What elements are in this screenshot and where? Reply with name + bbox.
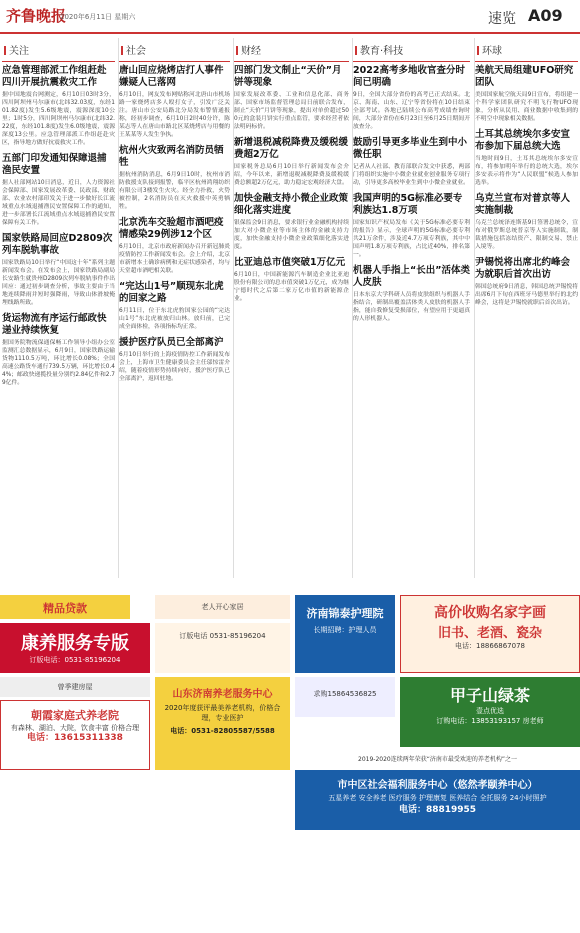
article-body: 6月10日举行的上海疫情防控工作新闻发布会上，上海市卫生健康委员会主任邬惊雷介绍，随着疫情形势持续向好，援沪医疗队已全部离沪，返回驻地。: [119, 352, 230, 382]
column-4: [474, 38, 578, 578]
ad-home: 老人开心家居: [155, 595, 290, 619]
article-title: 杭州火灾致两名消防员牺牲: [119, 145, 224, 168]
article-title: 货运物流有序运行邮政快递业持续恢复: [2, 313, 107, 336]
article-title: 比亚迪总市值突破1万亿元: [234, 257, 346, 268]
section-title: 环球: [482, 46, 502, 57]
ads-area: [0, 595, 580, 933]
section-title: 社会: [126, 46, 146, 57]
article: [119, 145, 230, 211]
section-header: [353, 38, 470, 62]
section-bar: [236, 46, 238, 55]
page-header: [0, 0, 580, 34]
ad-welfare-center: 市中区社会福利服务中心（悠然孝颐养中心） 五星养老 安全养老 医疗服务 护理康复 医养结合 全托服务 24小时照护 电话：88819955: [295, 770, 580, 830]
section-header: [2, 38, 115, 62]
article-body: 9日，全国大部分省份的高考已正式结束。北京、海南、山东、辽宁等省份将在10日结束全部考试。各地已陆续公布高考成绩查询时间，大部分省份在6月23日至6月25日期间开放查分。: [353, 92, 470, 130]
article: [475, 129, 578, 187]
section-header: [234, 38, 349, 62]
article-title: “完达山1号”顺现东北虎的回家之路: [119, 281, 224, 304]
article-body: 国家铁路局10日举行“中国这十年”系列主题新闻发布会。在发布会上，国家铁路局副局长安路生就贵州D2809次列车脱轨事件作出回应：通过初步调查分析，事故主要由于当地连续降雨并短时强降雨，导致山体滑坡掩埋线路所致。: [2, 260, 115, 306]
column-3: [352, 38, 470, 578]
section-name: 速览: [488, 11, 516, 27]
ad-classifieds: 订版电话 0531-85196204: [155, 623, 290, 673]
ad-nursing-home: 朝霞家庭式养老院 有森林、湖泊、大院，饮食丰富 价格合理 电话：13615311338: [0, 700, 150, 770]
section-title: 关注: [9, 46, 29, 57]
article: [353, 65, 470, 131]
newspaper-logo: 齐鲁晚报: [6, 7, 67, 25]
article: [2, 313, 115, 387]
article-title: 新增退税减税降费及缓税缓费超2万亿: [234, 137, 349, 160]
article-body: 记者从人社部、教育部联合发文中获悉，两部门将组织实施中小微企业就业创业服务专项行动，引导更多高校毕业生到中小微企业就业。: [353, 164, 470, 186]
article-title: 加快金融支持小微企业政策细化落实进度: [234, 193, 349, 216]
ad-calligraphy: 高价收购名家字画 旧书、老酒、瓷杂 电话：18866867078: [400, 595, 580, 673]
issue-date: 2020年6月11日 星期六: [60, 13, 136, 21]
article-title: 乌克兰宣布对普京等人实施制裁: [475, 193, 571, 216]
article-title: 我国声明的5G标准必要专利族达1.8万项: [353, 193, 463, 216]
article-title: 尹锡悦将出席北约峰会为就职后首次出访: [475, 257, 571, 280]
article-title: 五部门印发通知保障退捕渔民安置: [2, 153, 107, 176]
article: [353, 137, 470, 187]
article-title: 2022高考多地收官查分时间已明确: [353, 65, 465, 88]
article-title: 四部门发文制止“天价”月饼等现象: [234, 65, 342, 88]
article: [119, 281, 230, 331]
article: [234, 257, 349, 303]
article-body: 据杭州消防消息，6月9日10时，杭州市消防救援支队接到报警，临平区杭州鸿翔纺织有限公司3楼发生火灾。经全力扑救，火势被控制，2名消防员在灭火救援中英勇牺牲。: [119, 172, 230, 210]
article-title: 土耳其总统埃尔多安宣布参加下届总统大选: [475, 129, 571, 152]
section-title: 教育·科技: [360, 46, 404, 57]
article: [234, 193, 349, 251]
ad-loan: 精品贷款: [0, 595, 130, 619]
section-title: 财经: [241, 46, 261, 57]
article-body: 据中国地震台网测定，6月10日03时3分，四川阿坝州马尔康市(北纬32.03度，东经101.82度)发生5.6级地震，震源深度10公里；1时5分，四川阿坝州马尔康市(北纬32.22度，东经101.8度)发生6.0级地震，震源深度13公里。应急管理部派工作组赶赴灾区，指导地方做好抗震救灾工作。: [2, 92, 115, 146]
article: [119, 65, 230, 139]
article-title: 机器人手指上“长出”活体类人皮肤: [353, 265, 470, 288]
article-body: 据人社部网站10日消息，近日，人力资源社会保障部、国家发展改革委、民政部、财政部、农业农村部印发关于进一步做好长江流域重点水域退捕渔民安置保障工作的通知，进一步部署长江流域重点水域退捕渔民安置保障有关工作。: [2, 180, 115, 226]
article-title: 应急管理部派工作组赶赴四川开展抗震救灾工作: [2, 65, 107, 88]
article-body: 当地时间9日，土耳其总统埃尔多安宣布，将参加明年举行的总统大选，埃尔多安表示将作为“人民联盟”候选人参加选举。: [475, 156, 578, 186]
section-header: [119, 38, 230, 62]
article: [2, 233, 115, 307]
ad-care-house: 济南锦泰护理院 长期招聘：护理人员: [295, 595, 395, 673]
article-body: 6月10日，中国新能源汽车制造企业比亚迪股份有限公司的总市值突破1万亿元，成为继宁德时代之后第二家万亿市值的新能源企业。: [234, 272, 349, 302]
ad-elderly-center: 山东济南养老服务中心 2020年度获评最美养老机构，价格合理，专业医护 电话：0531-82805587/5588: [155, 677, 290, 770]
article-body: 据国务院物流保通保畅工作领导小组办公室监测汇总数据显示，6月9日，国家铁路运输货物1110.5万吨，环比增长0.08%；全国高速公路货车通行739.5万辆，环比增长0.44%；邮政快递揽投量分别约2.84亿件和2.79亿件。: [2, 340, 115, 386]
article-title: 北京洗车交验超市酒吧疫情感染29例涉12个区: [119, 217, 224, 240]
article-body: 国家发展改革委、工业和信息化部、商务部、国家市场监督管理总局日前联合发布，制止“天价”月饼等现象，提出对单价超过500元的盒装月饼实行重点监管，要求经营者依法明码标价。: [234, 92, 349, 130]
article-body: 美国国家航空航天局9日宣布，将组建一个科学家团队研究不明飞行物UFO现象，分析从民用、商业数据中收集到的不明空中现象相关数据。: [475, 92, 578, 122]
ad-green-tea: 甲子山绿茶 壹点优选 订购电话：13853193157 房老师: [400, 677, 580, 747]
article-body: 乌克兰总统泽连斯基9日签署总统令，宣布对俄罗斯总统普京等人实施制裁，制裁措施包括冻结资产、限制交易、禁止入境等。: [475, 220, 578, 250]
article-body: 银保监会9日消息，要求银行业金融机构持续加大对小微企业等市场主体的金融支持力度，加快金融支持小微企业政策细化落实进度。: [234, 220, 349, 250]
column-2: [233, 38, 349, 578]
article-title: 援护医疗队员已全部离沪: [119, 337, 224, 348]
article: [234, 137, 349, 187]
article-body: 国家知识产权局发布《关于5G标准必要专利的报告》显示，全球声明的5G标准必要专利共21万余件，涉及近4.7万项专利族，其中中国声明1.8万项专利族，占比近40%，排名第一。: [353, 220, 470, 258]
ad-note: 2019-2020连续两年荣获“济南市最受欢迎的养老机构”之一: [358, 756, 517, 763]
article: [475, 65, 578, 123]
article: [2, 65, 115, 147]
article: [475, 193, 578, 251]
page-number: A09: [528, 6, 563, 25]
article: [353, 265, 470, 323]
article: [234, 65, 349, 131]
section-bar: [355, 46, 357, 55]
article: [2, 153, 115, 227]
article-body: 日本东京大学科研人员将皮肤组织与机器人手指结合，研制出覆盖活体类人皮肤的机器人手指，能自我修复受损部位，有望应用于更逼真的人形机器人。: [353, 292, 470, 322]
article: [119, 217, 230, 275]
column-0: [2, 38, 115, 578]
article: [353, 193, 470, 259]
article-title: 美航天局组建UFO研究团队: [475, 65, 574, 88]
article-title: 国家铁路局回应D2809次列车脱轨事故: [2, 233, 113, 256]
article-body: 6月10日，网友发布网贴称河北唐山市机场路一家烧烤店多人殴打女子，引发广泛关注。唐山市公安局路北分局发布警情通报称，经初步调查，6月10日2时40分许，陈某志等人在唐山市路北区某烧烤店与用餐的王某某等人发生争执。: [119, 92, 230, 138]
section-bar: [121, 46, 123, 55]
section-bar: [4, 46, 6, 55]
article: [475, 257, 578, 307]
article-title: 鼓励引导更多毕业生到中小微任职: [353, 137, 468, 160]
section-bar: [477, 46, 479, 55]
article-title: 唐山回应烧烤店打人事件嫌疑人已落网: [119, 65, 224, 88]
section-header: [475, 38, 578, 62]
ad-small-1: 曾季建房屋: [0, 677, 150, 697]
article: [119, 337, 230, 383]
article-body: 国家税务总局6月10日举行新闻发布会介绍，今年以来，新增退税减税降费及缓税缓费总额超2万亿元，助力稳定宏观经济大盘。: [234, 164, 349, 186]
article-body: 6月11日，位于东北虎豹国家公园的“完达山1号”东北虎被放归山林。放归前，已完成全面体检，各项指标均正常。: [119, 308, 230, 330]
article-body: 6月10日，北京市政府新闻办召开新冠肺炎疫情防控工作新闻发布会。会上介绍，北京市新增本土确诊病例和无症状感染者，均与天堂超市酒吧相关联。: [119, 244, 230, 274]
article-body: 韩国总统府9日消息，韩国总统尹锡悦将出席6月下旬在西班牙马德里举行的北约峰会，这将是尹锡悦就职后首次出访。: [475, 284, 578, 306]
ad-kangyang: 康养服务专版 订版电话：0531-85196204: [0, 623, 150, 673]
column-1: [118, 38, 230, 578]
ad-buy: 求购15864536825: [295, 677, 395, 717]
